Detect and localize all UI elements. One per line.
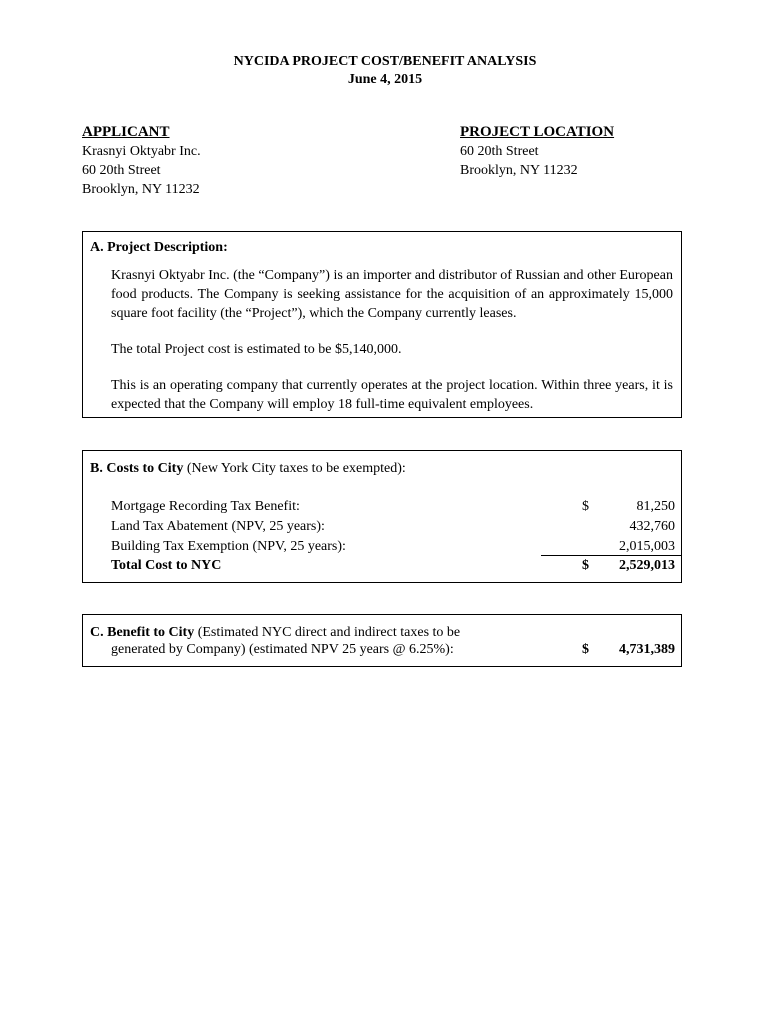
benefit-currency: $ <box>582 642 589 657</box>
project-location-block <box>460 123 614 180</box>
benefit-row <box>111 640 679 660</box>
costs-to-city-title-rest: (New York City taxes to be exempted): <box>183 461 406 476</box>
location-heading: PROJECT LOCATION <box>460 124 615 140</box>
cost-row-amount: 432,760 <box>629 519 675 534</box>
benefit-to-city-box <box>82 614 682 667</box>
costs-to-city-box <box>82 450 682 583</box>
cost-row-land-tax <box>111 517 679 537</box>
benefit-to-city-title-bold: C. Benefit to City <box>90 625 195 640</box>
document-header <box>0 53 770 89</box>
applicant-heading: APPLICANT <box>82 124 170 140</box>
cost-row-label: Mortgage Recording Tax Benefit: <box>111 499 300 514</box>
document-title: NYCIDA PROJECT COST/BENEFIT ANALYSIS <box>233 54 537 69</box>
applicant-street: 60 20th Street <box>82 163 161 178</box>
document-date: June 4, 2015 <box>347 72 423 87</box>
location-city: Brooklyn, NY 11232 <box>460 163 578 178</box>
cost-row-total <box>111 556 679 576</box>
total-cost-currency: $ <box>582 558 589 573</box>
cost-row-mortgage <box>111 497 679 517</box>
employment-paragraph: This is an operating company that currently operates at the project location. Within three years, it is expected that the Company will employ 18 full-time equivalent employees. <box>111 378 673 412</box>
cost-row-currency: $ <box>582 499 589 514</box>
project-cost-paragraph: The total Project cost is estimated to be $5,140,000. <box>111 342 402 357</box>
cost-row-amount: 2,015,003 <box>619 539 675 554</box>
project-description-paragraph-1: Krasnyi Oktyabr Inc. (the “Company”) is an importer and distributor of Russian and other European food products. The Company is seeking assistance for the acquisition of an approximately 15,000 square foot facility (the “Project”), which the Company currently leases. <box>111 268 673 321</box>
cost-row-amount: 81,250 <box>636 499 675 514</box>
total-cost-label: Total Cost to NYC <box>111 558 222 573</box>
location-street: 60 20th Street <box>460 144 539 159</box>
applicant-name: Krasnyi Oktyabr Inc. <box>82 144 201 159</box>
benefit-to-city-title-rest: (Estimated NYC direct and indirect taxes to be <box>194 625 461 640</box>
costs-to-city-title-bold: B. Costs to City <box>90 461 184 476</box>
cost-row-building-tax <box>111 537 679 557</box>
benefit-amount: 4,731,389 <box>619 642 675 657</box>
cost-row-label: Building Tax Exemption (NPV, 25 years): <box>111 539 346 554</box>
cost-row-label: Land Tax Abatement (NPV, 25 years): <box>111 519 325 534</box>
applicant-block <box>82 123 201 199</box>
project-description-box <box>82 231 682 418</box>
total-cost-amount: 2,529,013 <box>619 558 675 573</box>
applicant-city: Brooklyn, NY 11232 <box>82 182 200 197</box>
costs-to-city-title <box>90 461 406 477</box>
project-description-title: A. Project Description: <box>90 240 228 255</box>
benefit-line-2: generated by Company) (estimated NPV 25 years @ 6.25%): <box>111 642 454 657</box>
